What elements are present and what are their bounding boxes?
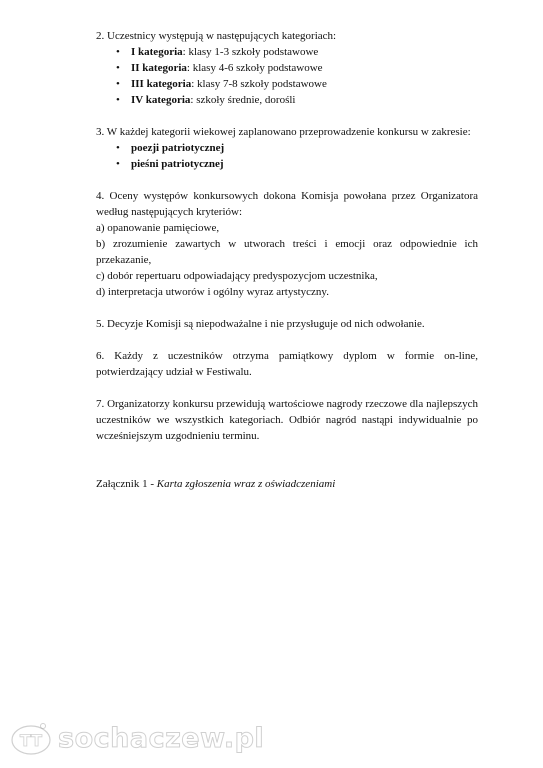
list-item	[116, 156, 478, 172]
category-name: IV kategoria	[131, 94, 191, 106]
criterion-a: a) opanowanie pamięciowe,	[96, 222, 220, 234]
annex-prefix: Załącznik 1 -	[96, 478, 157, 490]
svg-text:TT: TT	[19, 731, 43, 750]
list-item	[116, 92, 478, 108]
category-desc: : klasy 4-6 szkoły podstawowe	[186, 62, 323, 74]
watermark-text: sochaczew.pl	[58, 723, 265, 754]
bullet-icon: •	[116, 46, 120, 58]
list-item	[116, 60, 478, 76]
category-name: III kategoria	[131, 78, 192, 90]
site-logo-icon	[10, 720, 52, 756]
section-6: 6. Każdy z uczestników otrzyma pamiątkowy dyplom w formie on-line, potwierdzający udział w Festiwalu.	[96, 350, 478, 378]
list-item	[116, 44, 478, 60]
section-3-heading: 3. W każdej kategorii wiekowej zaplanowano przeprowadzenie konkursu w zakresie:	[96, 126, 471, 138]
bullet-icon: •	[116, 78, 120, 90]
watermark	[0, 718, 265, 762]
category-name: I kategoria	[131, 46, 183, 58]
section-2-heading: 2. Uczestnicy występują w następujących kategoriach:	[96, 30, 337, 42]
criterion-c: c) dobór repertuaru odpowiadający predyspozycjom uczestnika,	[96, 270, 378, 282]
document-body	[96, 28, 478, 492]
category-desc: : klasy 7-8 szkoły podstawowe	[191, 78, 327, 90]
list-item	[116, 76, 478, 92]
bullet-icon: •	[116, 62, 120, 74]
category-desc: : klasy 1-3 szkoły podstawowe	[182, 46, 319, 58]
scope-item: poezji patriotycznej	[131, 142, 225, 154]
section-5: 5. Decyzje Komisji są niepodważalne i nie przysługuje od nich odwołanie.	[96, 318, 425, 330]
section-7: 7. Organizatorzy konkursu przewidują wartościowe nagrody rzeczowe dla najlepszych uczestników we wszystkich kategoriach. Odbiór nagród nastąpi indywidualnie po wcześniejszym uzgodnieniu terminu.	[96, 398, 478, 442]
criterion-b: b) zrozumienie zawartych w utworach treści i emocji oraz odpowiednie ich przekazanie,	[96, 238, 478, 266]
bullet-icon: •	[116, 94, 120, 106]
scope-item: pieśni patriotycznej	[131, 158, 224, 170]
category-desc: : szkoły średnie, dorośli	[190, 94, 296, 106]
annex-reference	[96, 476, 478, 492]
category-name: II kategoria	[131, 62, 187, 74]
category-list	[96, 44, 478, 108]
criterion-d: d) interpretacja utworów i ogólny wyraz artystyczny.	[96, 286, 329, 298]
section-4-intro: 4. Oceny występów konkursowych dokona Komisja powołana przez Organizatora według następujących kryteriów:	[96, 190, 478, 218]
list-item	[116, 140, 478, 156]
bullet-icon: •	[116, 158, 120, 170]
bullet-icon: •	[116, 142, 120, 154]
scope-list	[96, 140, 478, 172]
annex-title: Karta zgłoszenia wraz z oświadczeniami	[156, 478, 336, 490]
